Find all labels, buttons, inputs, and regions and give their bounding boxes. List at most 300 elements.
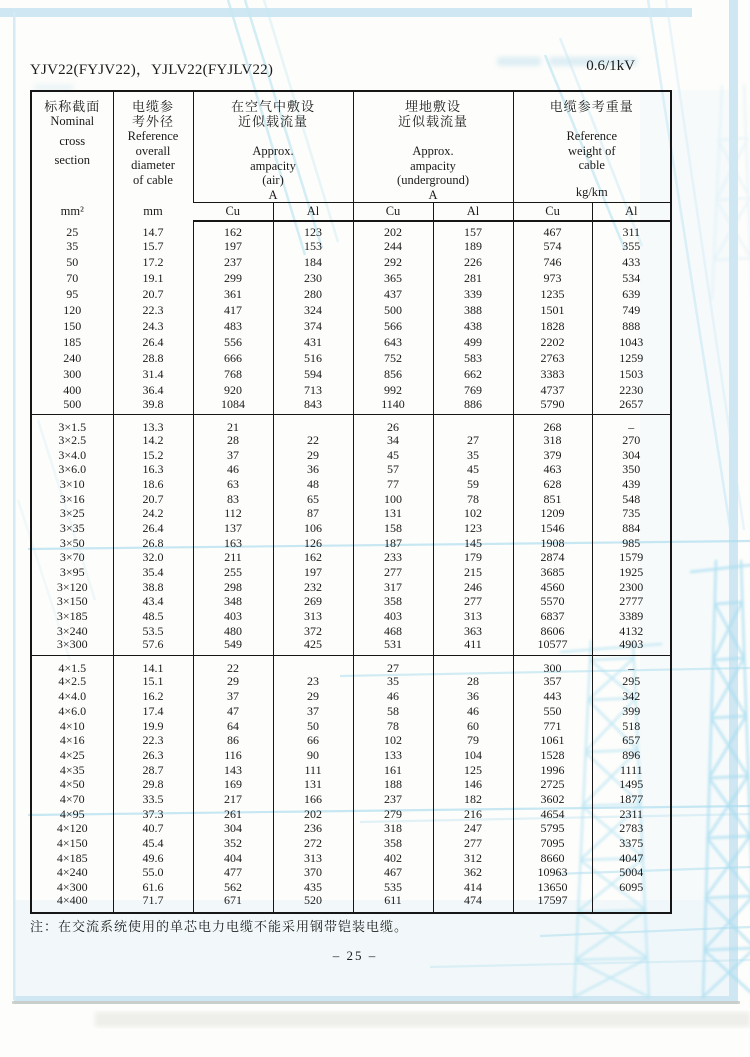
unit-label: A — [428, 187, 438, 202]
cell-value: 244 — [353, 238, 433, 254]
cell-value: 281 — [433, 270, 513, 286]
header-text: 考外径 — [131, 114, 174, 129]
header-text: 埋地敷设 — [405, 99, 462, 114]
cell-value: 2311 — [592, 806, 671, 821]
cell-value: 298 — [193, 579, 273, 594]
cell-value: 437 — [353, 286, 433, 302]
cell-value: 217 — [193, 792, 273, 807]
cell-value: 402 — [353, 850, 433, 865]
cell-value: 735 — [592, 506, 671, 521]
cell-cross-section: 3×35 — [59, 520, 85, 535]
cell-value: 157 — [433, 221, 513, 238]
cell-cross-section: 50 — [66, 255, 79, 269]
table-row — [31, 880, 671, 895]
cell-value: 352 — [193, 836, 273, 851]
header-group-reference-weight — [513, 91, 671, 203]
cell-value: 146 — [433, 777, 513, 792]
cell-value: 46 — [353, 689, 433, 704]
cell-value: 746 — [513, 254, 592, 270]
cell-value: 36 — [433, 689, 513, 704]
cell-value: 1259 — [592, 350, 671, 366]
cell-value: 362 — [433, 865, 513, 880]
cell-value: 162 — [273, 550, 353, 565]
cell-value: 5790 — [513, 398, 592, 414]
cell-value: 261 — [193, 806, 273, 821]
table-row — [31, 414, 671, 433]
cell-value: 439 — [592, 477, 671, 492]
unit-label: A — [268, 187, 278, 202]
cell-value: 920 — [193, 382, 273, 398]
cell-cross-section: 3×4.0 — [58, 447, 87, 462]
cell-value: 550 — [513, 704, 592, 719]
cell-value — [273, 656, 353, 675]
cell-value: 548 — [592, 491, 671, 506]
cell-value: 28.7 — [113, 762, 193, 777]
cell-value: 317 — [353, 579, 433, 594]
table-row — [31, 718, 671, 733]
cell-value: 403 — [193, 609, 273, 624]
cell-value: 14.7 — [113, 221, 193, 238]
header-text: Approx. — [252, 144, 294, 158]
cell-value: 10963 — [513, 865, 592, 880]
cell-value: 202 — [353, 221, 433, 238]
subheader-al-air: Al — [273, 203, 353, 222]
cell-value: 161 — [353, 762, 433, 777]
cell-cross-section: 240 — [63, 351, 82, 365]
header-text: section — [54, 153, 90, 167]
cell-value: 49.6 — [113, 850, 193, 865]
cell-cross-section: 3×70 — [59, 550, 85, 565]
cell-value: 19.1 — [113, 270, 193, 286]
cell-cross-section: 25 — [66, 224, 79, 239]
cell-value: 280 — [273, 286, 353, 302]
cell-cross-section: 4×95 — [59, 806, 85, 821]
cell-value: 896 — [592, 748, 671, 763]
cell-value: 255 — [193, 565, 273, 580]
cell-cross-section: 4×50 — [59, 777, 85, 792]
cell-cross-section: 4×240 — [56, 865, 88, 880]
cell-value: 106 — [273, 521, 353, 536]
cell-value: 1495 — [592, 777, 671, 792]
cell-value: 1908 — [513, 535, 592, 550]
table-row — [31, 792, 671, 807]
cell-value: 480 — [193, 623, 273, 638]
cell-cross-section: 120 — [63, 303, 82, 317]
table-row — [31, 623, 671, 638]
cell-value: 36 — [273, 462, 353, 477]
table-row — [31, 318, 671, 334]
cell-value: 236 — [273, 821, 353, 836]
cell-value: 311 — [592, 221, 671, 238]
table-row — [31, 836, 671, 851]
cell-cross-section: 3×240 — [56, 623, 88, 638]
table-row — [31, 748, 671, 763]
cell-value: 79 — [433, 733, 513, 748]
cell-value: 277 — [433, 836, 513, 851]
cell-value: 2657 — [592, 398, 671, 414]
cell-value: 216 — [433, 806, 513, 821]
cell-cross-section: 4×150 — [56, 836, 88, 851]
header-text: overall — [135, 143, 171, 158]
cell-value: 374 — [273, 318, 353, 334]
cell-value: 47 — [193, 704, 273, 719]
cell-value: 20.7 — [113, 491, 193, 506]
cell-cross-section: 4×6.0 — [58, 703, 87, 718]
table-row — [31, 238, 671, 254]
table-row — [31, 382, 671, 398]
table-row — [31, 398, 671, 414]
cell-value: 372 — [273, 623, 353, 638]
cell-value: 279 — [353, 806, 433, 821]
cell-value: 53.5 — [113, 623, 193, 638]
cable-model-title: YJV22(FYJV22)，YJLV22(FYJLV22) — [30, 62, 274, 78]
cell-value: 483 — [193, 318, 273, 334]
cell-value: 3602 — [513, 792, 592, 807]
cell-value: 531 — [353, 638, 433, 656]
cell-value: 230 — [273, 270, 353, 286]
cell-value: 2777 — [592, 594, 671, 609]
header-text: ampacity — [250, 158, 296, 173]
cell-value: 5570 — [513, 594, 592, 609]
cell-cross-section: 150 — [63, 319, 82, 333]
cell-value: 14.2 — [113, 433, 193, 448]
cell-value: 237 — [353, 792, 433, 807]
cell-value: 414 — [433, 880, 513, 895]
cell-value: 28 — [433, 674, 513, 689]
cell-cross-section: 4×70 — [59, 791, 85, 806]
cell-value: 5004 — [592, 865, 671, 880]
cell-value: 500 — [353, 302, 433, 318]
cell-value: 233 — [353, 550, 433, 565]
cell-value: 884 — [592, 521, 671, 536]
cell-value: 15.1 — [113, 674, 193, 689]
cell-value: 237 — [193, 254, 273, 270]
cell-value: 35 — [353, 674, 433, 689]
cell-value: 566 — [353, 318, 433, 334]
cell-value: 43.4 — [113, 594, 193, 609]
header-text: 近似载流量 — [398, 114, 469, 129]
cell-value: 1235 — [513, 286, 592, 302]
cell-value: 27 — [433, 433, 513, 448]
cell-value: 399 — [592, 704, 671, 719]
cell-value: 1501 — [513, 302, 592, 318]
cell-value: 270 — [592, 433, 671, 448]
cell-value: 232 — [273, 579, 353, 594]
cell-value: 556 — [193, 334, 273, 350]
cell-value: 197 — [273, 565, 353, 580]
cell-cross-section: 3×10 — [59, 476, 85, 491]
cell-value: 13.3 — [113, 414, 193, 433]
table-row — [31, 609, 671, 624]
cell-value: 361 — [193, 286, 273, 302]
cell-value: 752 — [353, 350, 433, 366]
voltage-rating: 0.6/1kV — [586, 58, 635, 74]
cell-cross-section: 4×120 — [56, 821, 88, 836]
cell-value: 246 — [433, 579, 513, 594]
cell-value: 31.4 — [113, 366, 193, 382]
cell-value: 78 — [433, 491, 513, 506]
page-number: – 25 – — [332, 948, 378, 963]
cell-cross-section: 4×25 — [59, 747, 85, 762]
cell-value: 18.6 — [113, 477, 193, 492]
unit-label: mm — [143, 203, 163, 218]
cell-value: 7095 — [513, 836, 592, 851]
table-row — [31, 366, 671, 382]
cell-value: 417 — [193, 302, 273, 318]
cell-value: 39.8 — [113, 398, 193, 414]
cell-value: 499 — [433, 334, 513, 350]
cell-value: 197 — [193, 238, 273, 254]
cell-value: 48 — [273, 477, 353, 492]
cell-value: 126 — [273, 535, 353, 550]
cell-value: 313 — [273, 850, 353, 865]
cell-cross-section: 3×6.0 — [58, 462, 87, 477]
cell-value: 1996 — [513, 762, 592, 777]
table-row — [31, 579, 671, 594]
cell-value: 468 — [353, 623, 433, 638]
table-row — [31, 286, 671, 302]
cell-value: 45.4 — [113, 836, 193, 851]
cell-value: 268 — [513, 414, 592, 433]
cell-value: 36.4 — [113, 382, 193, 398]
cell-value: 1579 — [592, 550, 671, 565]
cell-value: 583 — [433, 350, 513, 366]
cell-value: 33.5 — [113, 792, 193, 807]
cell-cross-section: 500 — [63, 397, 82, 412]
cell-value: 856 — [353, 366, 433, 382]
cell-value — [433, 656, 513, 675]
cell-value: 516 — [273, 350, 353, 366]
cell-value: 973 — [513, 270, 592, 286]
cell-cross-section: 4×2.5 — [58, 674, 87, 689]
cell-value: 358 — [353, 594, 433, 609]
cell-value: 64 — [193, 718, 273, 733]
cell-value: 404 — [193, 850, 273, 865]
cell-value: 8606 — [513, 623, 592, 638]
subheader-al-underground: Al — [433, 203, 513, 222]
cell-value: 158 — [353, 521, 433, 536]
table-row — [31, 302, 671, 318]
table-row — [31, 894, 671, 913]
cell-value: 26.4 — [113, 334, 193, 350]
cell-value: 24.3 — [113, 318, 193, 334]
cell-value: 2300 — [592, 579, 671, 594]
cell-value: 23 — [273, 674, 353, 689]
section-single-core — [31, 221, 671, 414]
cell-value: 1084 — [193, 398, 273, 414]
cell-value: 5795 — [513, 821, 592, 836]
cell-value: 125 — [433, 762, 513, 777]
cell-value: 153 — [273, 238, 353, 254]
cell-value: 21 — [193, 414, 273, 433]
cell-value: 300 — [513, 656, 592, 675]
cell-cross-section: 35 — [66, 239, 79, 253]
table-row — [31, 350, 671, 366]
cell-value: 15.7 — [113, 238, 193, 254]
table-row — [31, 477, 671, 492]
header-col-nominal-section — [31, 91, 113, 221]
cell-value: 34 — [353, 433, 433, 448]
header-text: 电缆参考重量 — [549, 99, 634, 114]
cell-value: 443 — [513, 689, 592, 704]
cell-value: 4132 — [592, 623, 671, 638]
cell-value: 19.9 — [113, 718, 193, 733]
table-row — [31, 656, 671, 675]
cell-value: 3685 — [513, 565, 592, 580]
table-row — [31, 638, 671, 656]
cell-value: 63 — [193, 477, 273, 492]
table-row — [31, 535, 671, 550]
table-row — [31, 221, 671, 238]
cell-value: 4654 — [513, 806, 592, 821]
cell-value: 226 — [433, 254, 513, 270]
cell-value: 388 — [433, 302, 513, 318]
cell-value: 324 — [273, 302, 353, 318]
table-row — [31, 254, 671, 270]
header-text: cable — [578, 158, 605, 172]
cell-value: 2230 — [592, 382, 671, 398]
cell-value: 671 — [193, 894, 273, 913]
table-row — [31, 821, 671, 836]
cell-value: 104 — [433, 748, 513, 763]
cell-value: 425 — [273, 638, 353, 656]
cell-value: 22 — [193, 656, 273, 675]
cell-value: 29 — [273, 689, 353, 704]
cell-value: 247 — [433, 821, 513, 836]
cell-value: 215 — [433, 565, 513, 580]
table-row — [31, 762, 671, 777]
cell-value: 15.2 — [113, 447, 193, 462]
cell-value: 4737 — [513, 382, 592, 398]
header-text: (air) — [262, 173, 284, 187]
cell-value: 162 — [193, 221, 273, 238]
cell-value: 350 — [592, 462, 671, 477]
cell-value: 1061 — [513, 733, 592, 748]
cell-value: 102 — [433, 506, 513, 521]
cell-value: 2783 — [592, 821, 671, 836]
cell-value: 83 — [193, 491, 273, 506]
cell-value: 184 — [273, 254, 353, 270]
cell-value: 22.3 — [113, 302, 193, 318]
cell-value: 888 — [592, 318, 671, 334]
cell-value: 16.2 — [113, 689, 193, 704]
header-text: 标称截面 — [44, 99, 101, 114]
table-row — [31, 689, 671, 704]
cell-value: 4047 — [592, 850, 671, 865]
cell-value: 1209 — [513, 506, 592, 521]
cell-value: 313 — [433, 609, 513, 624]
header-text: diameter — [131, 158, 175, 172]
cell-value: 886 — [433, 398, 513, 414]
cell-value: 16.3 — [113, 462, 193, 477]
table-row — [31, 594, 671, 609]
cell-value: 66 — [273, 733, 353, 748]
cell-value: 657 — [592, 733, 671, 748]
cell-value: 29 — [193, 674, 273, 689]
cell-value: 60 — [433, 718, 513, 733]
footnote: 注：在交流系统使用的单芯电力电缆不能采用钢带铠装电缆。 — [30, 919, 409, 934]
header-text: ampacity — [410, 158, 456, 173]
cell-cross-section: 3×2.5 — [58, 432, 87, 447]
cell-value: 28.8 — [113, 350, 193, 366]
cell-value: 379 — [513, 447, 592, 462]
section-four-core — [31, 656, 671, 914]
cell-cross-section: 95 — [66, 287, 79, 301]
cell-value: 1140 — [353, 398, 433, 414]
cell-value: 37 — [193, 689, 273, 704]
cell-value: 1925 — [592, 565, 671, 580]
cell-value: 179 — [433, 550, 513, 565]
cell-value: 123 — [433, 521, 513, 536]
cell-value: 55.0 — [113, 865, 193, 880]
cell-value: 20.7 — [113, 286, 193, 302]
cell-value: 29 — [273, 447, 353, 462]
cell-value: 435 — [273, 880, 353, 895]
cell-value: 2725 — [513, 777, 592, 792]
cell-value: 35 — [433, 447, 513, 462]
cell-value: 318 — [353, 821, 433, 836]
cell-value: 520 — [273, 894, 353, 913]
cell-cross-section: 400 — [63, 383, 82, 397]
cell-value: 534 — [592, 270, 671, 286]
cell-value: 574 — [513, 238, 592, 254]
cell-value: 433 — [592, 254, 671, 270]
cell-value: 8660 — [513, 850, 592, 865]
cell-cross-section: 3×150 — [56, 594, 88, 609]
cell-value: 370 — [273, 865, 353, 880]
cell-value: 59 — [433, 477, 513, 492]
cell-cross-section: 70 — [66, 271, 79, 285]
cell-value: 769 — [433, 382, 513, 398]
cell-value: 713 — [273, 382, 353, 398]
cell-value: 133 — [353, 748, 433, 763]
cell-value: 32.0 — [113, 550, 193, 565]
cell-value: 37.3 — [113, 806, 193, 821]
cell-value: 299 — [193, 270, 273, 286]
cell-value: 666 — [193, 350, 273, 366]
table-row — [31, 521, 671, 536]
cell-cross-section: 3×16 — [59, 491, 85, 506]
cell-value: 65 — [273, 491, 353, 506]
table-row — [31, 806, 671, 821]
table-row — [31, 433, 671, 448]
cell-value: 17.4 — [113, 704, 193, 719]
unit-label: mm² — [60, 203, 84, 218]
cell-value: 14.1 — [113, 656, 193, 675]
header-text: Approx. — [412, 144, 454, 158]
cell-cross-section: 4×1.5 — [31, 656, 113, 675]
cell-value: 535 — [353, 880, 433, 895]
cell-value: 40.7 — [113, 821, 193, 836]
cell-value: 37 — [273, 704, 353, 719]
cell-value: 10577 — [513, 638, 592, 656]
cell-value: 145 — [433, 535, 513, 550]
cell-value: 6095 — [592, 880, 671, 895]
cell-value: 116 — [193, 748, 273, 763]
cell-value: 431 — [273, 334, 353, 350]
cell-value — [433, 414, 513, 433]
cell-value: 1503 — [592, 366, 671, 382]
cell-value: 86 — [193, 733, 273, 748]
cell-cross-section: 3×50 — [59, 535, 85, 550]
table-row — [31, 865, 671, 880]
cell-value: 292 — [353, 254, 433, 270]
cell-value: 24.2 — [113, 506, 193, 521]
cell-value: 304 — [592, 447, 671, 462]
cell-value: 131 — [353, 506, 433, 521]
header-group-ampacity-underground — [353, 91, 513, 203]
cell-value: 474 — [433, 894, 513, 913]
